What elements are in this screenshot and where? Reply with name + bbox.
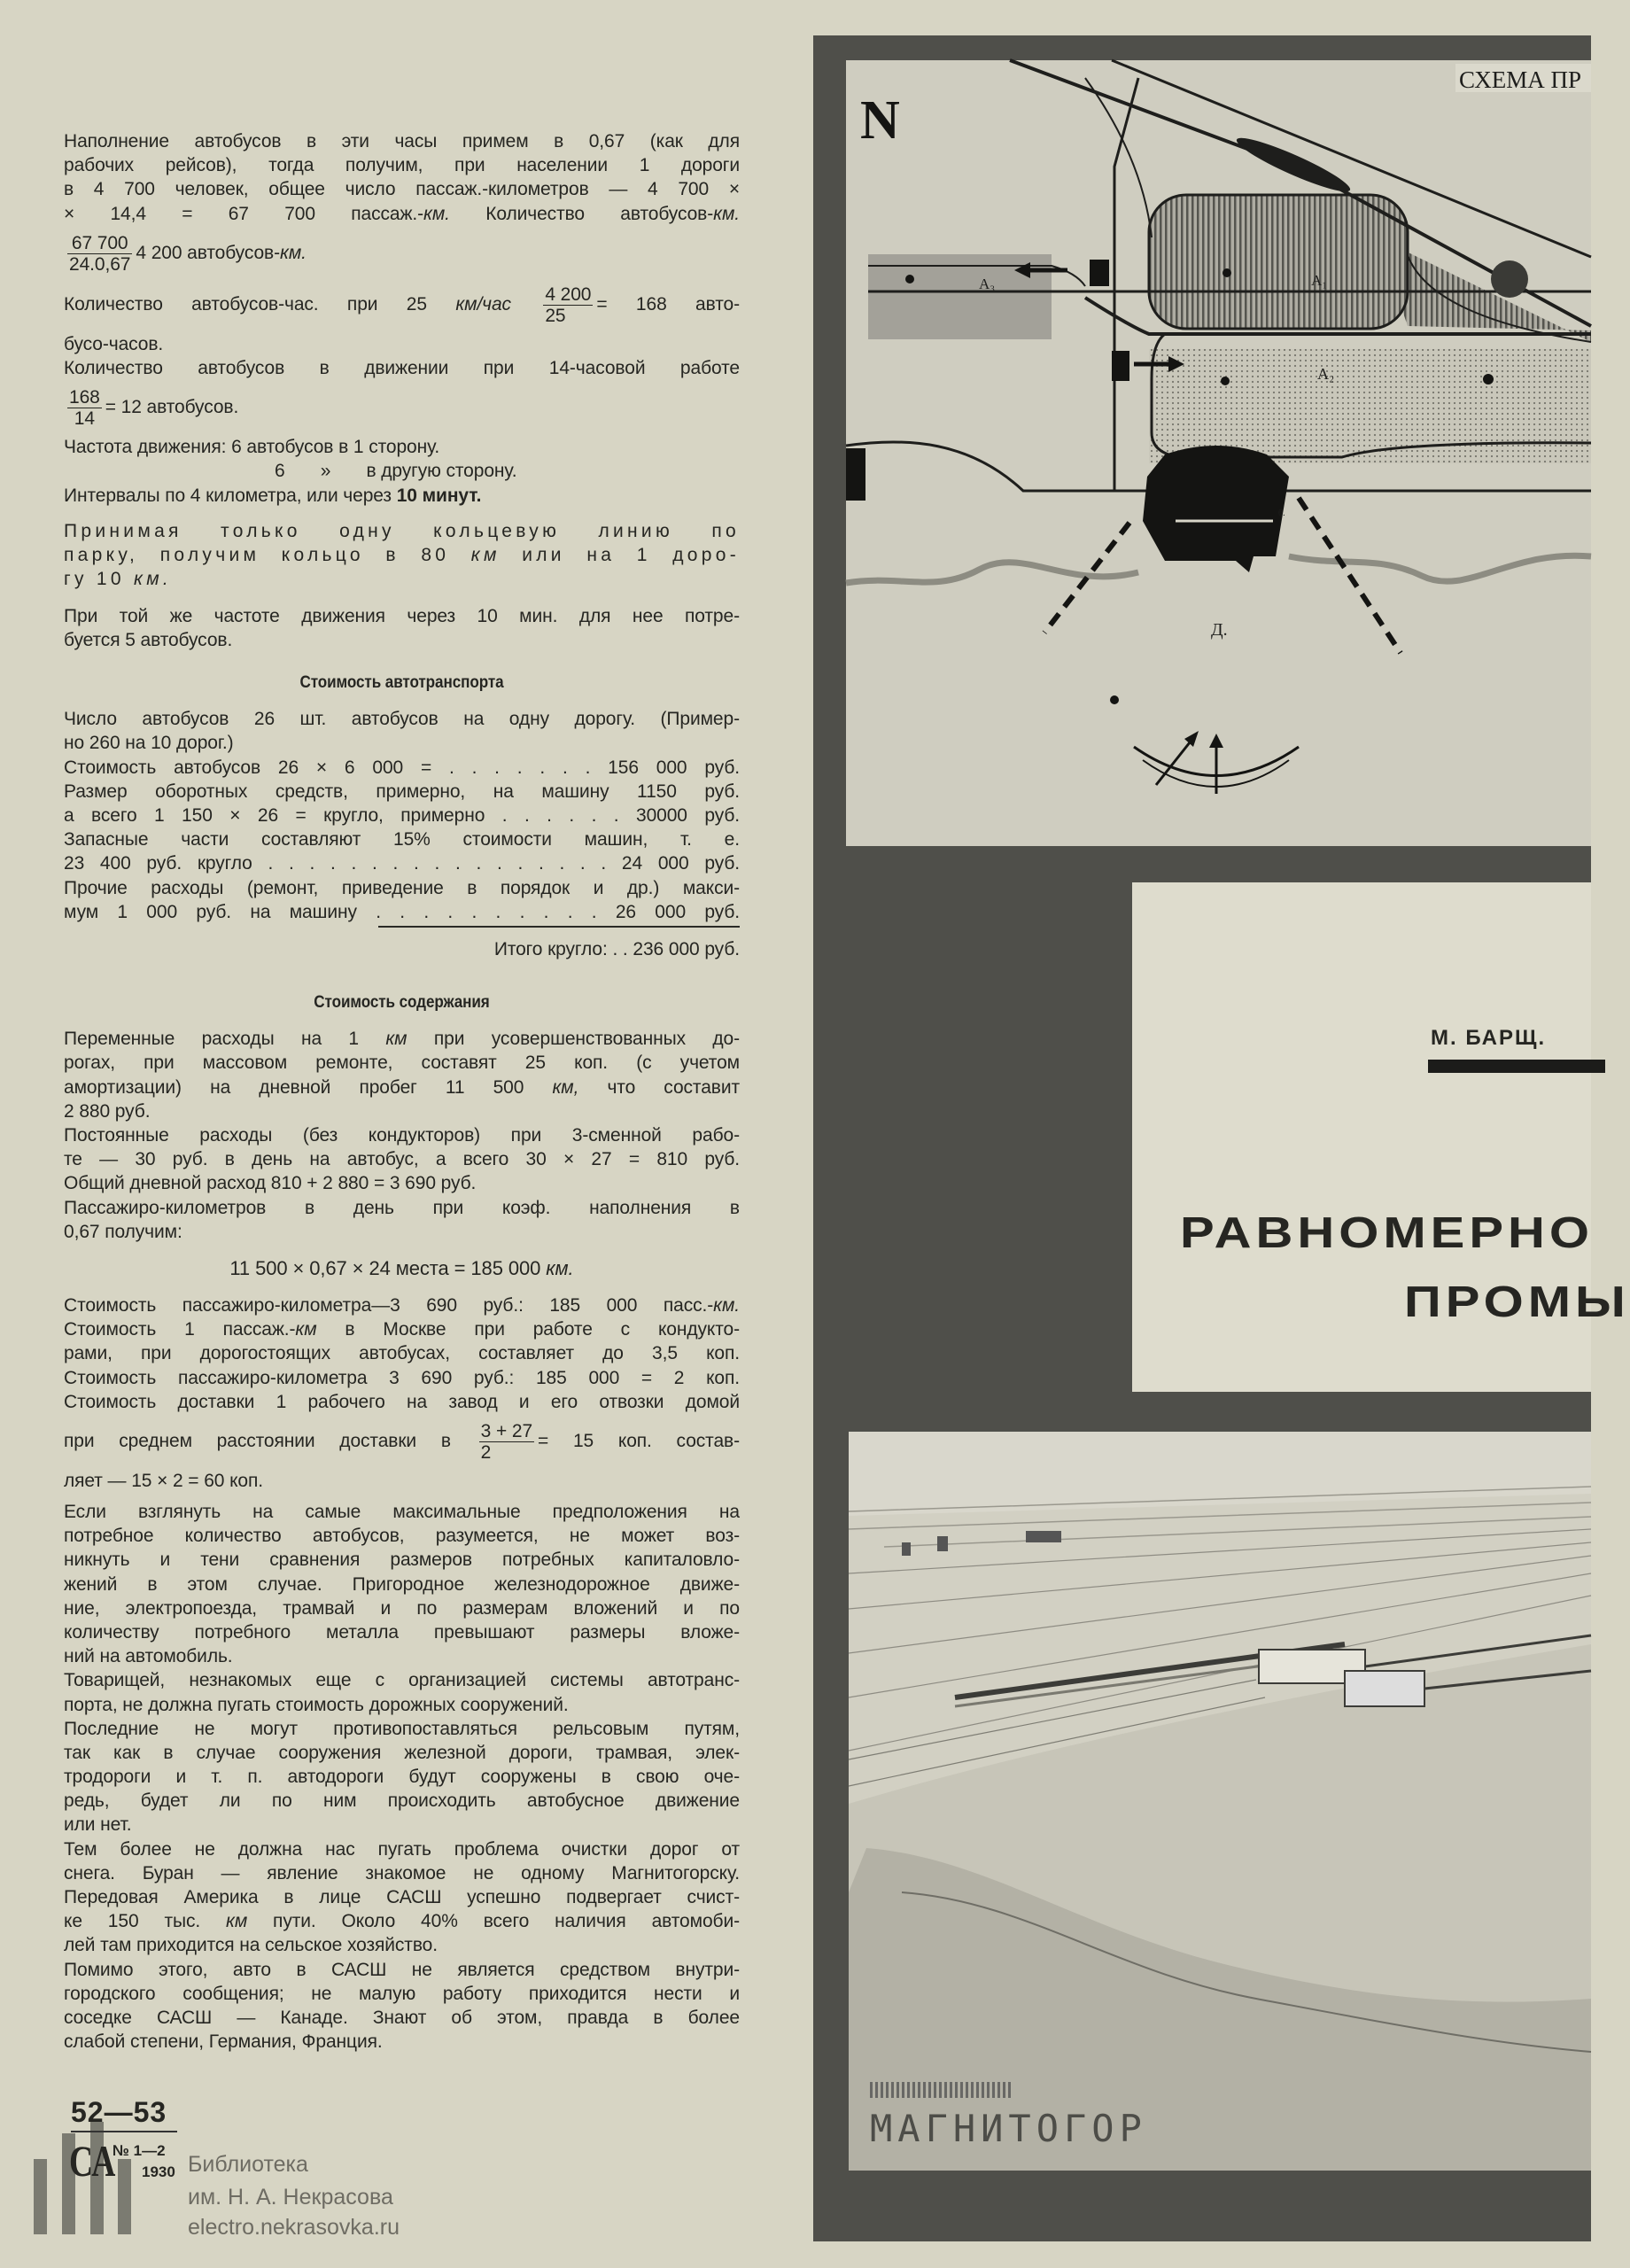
site-scheme-map bbox=[846, 60, 1591, 846]
text-run: = 12 автобусов. bbox=[105, 397, 239, 418]
text-run: Количество автобусов-час. при 25 bbox=[64, 293, 456, 315]
text-run: что составит bbox=[578, 1076, 740, 1098]
drawing-caption: МАГНИТОГОР bbox=[870, 2107, 1147, 2150]
fraction-numerator: 3 + 27 bbox=[480, 1420, 533, 1441]
text-line bbox=[64, 1317, 740, 1341]
text-line: Запасные части составляют 15% стоимости машин, т. е. bbox=[64, 829, 740, 850]
article-author: М. БАРЩ. bbox=[1431, 1026, 1547, 1050]
text-run bbox=[511, 294, 539, 315]
text-line: но 260 на 10 дорог.) bbox=[64, 733, 234, 754]
unit-text: км bbox=[470, 545, 501, 566]
paragraph bbox=[64, 1717, 740, 1837]
text-section bbox=[64, 990, 740, 1493]
article-title-line-2: ПРОМЫ bbox=[1404, 1277, 1630, 1327]
text-line bbox=[64, 484, 740, 508]
text-line: Наполнение автобусов в эти часы примем в 0,67 (как для bbox=[64, 131, 740, 151]
text-line: редь, будет ли по ним происходить автобусное движение bbox=[64, 1790, 740, 1812]
author-underline bbox=[1428, 1060, 1605, 1073]
arrow-up-icon bbox=[1209, 734, 1223, 748]
text-line: Товарищей, незнакомых еще с организацией системы автотранс- bbox=[64, 1670, 740, 1691]
label-a1: А₁ bbox=[1311, 272, 1328, 289]
text-line: 6 » в другую сторону. bbox=[275, 461, 517, 482]
text-line: буется 5 автобусов. bbox=[64, 629, 233, 650]
text-line: жений в этом случае. Пригородное железнодорожное движе- bbox=[64, 1573, 740, 1595]
text-line: рабочих рейсов), тогда получим, при населении 1 дороги bbox=[64, 155, 740, 176]
text-line: ний на автомобиль. bbox=[64, 1646, 233, 1667]
text-line: бусо-часов. bbox=[64, 333, 164, 354]
paragraph bbox=[64, 756, 740, 924]
issue-year: 1930 bbox=[142, 2163, 175, 2180]
text-line bbox=[64, 1418, 740, 1465]
label-a2: А₂ bbox=[1317, 365, 1335, 383]
section-heading bbox=[64, 990, 740, 1014]
text-line bbox=[64, 1027, 740, 1051]
text-line: лей там приходится на сельское хозяйство. bbox=[64, 1935, 438, 1956]
caption-scribble bbox=[870, 2082, 1012, 2098]
text-line bbox=[64, 1256, 740, 1280]
label-d: Д. bbox=[1211, 620, 1228, 640]
station-blob bbox=[1233, 130, 1354, 198]
text-run: Интервалы по 4 километра, или через bbox=[64, 485, 397, 506]
text-line: Тем более не должна нас пугать проблема очистки дорог от bbox=[64, 1838, 740, 1860]
text-line: никнуть и тени сравнения размеров потребных капиталовло- bbox=[64, 1550, 740, 1571]
text-line: рогах, при массовом ремонте, составят 25 коп. (с учетом bbox=[64, 1052, 740, 1074]
unit-text: км. bbox=[423, 203, 450, 224]
text-section bbox=[64, 519, 740, 652]
text-line: Общий дневной расход 810 + 2 880 = 3 690 руб. bbox=[64, 1173, 477, 1194]
text-line: Постоянные расходы (без кондукторов) при 3-сменной рабо- bbox=[64, 1124, 740, 1146]
unit-text: км. bbox=[713, 203, 740, 224]
watermark-line-2: им. Н. А. Некрасова bbox=[188, 2185, 393, 2210]
footer-rule bbox=[71, 2131, 177, 2132]
text-section bbox=[64, 129, 740, 508]
text-line: а всего 1 150 × 26 = кругло, примерно . . . . . . 30000 руб. bbox=[64, 804, 740, 826]
unit-text: км/час bbox=[455, 293, 511, 315]
river bbox=[1289, 555, 1591, 581]
text-run: в Москве при работе с кондукто- bbox=[316, 1319, 740, 1340]
text-line: Стоимость пассажиро-километра 3 690 руб.: 185 000 = 2 коп. bbox=[64, 1367, 740, 1388]
text-line: При той же частоте движения через 10 мин. для нее потре- bbox=[64, 605, 740, 626]
paragraph bbox=[64, 1256, 740, 1280]
fraction bbox=[67, 387, 102, 429]
paragraph bbox=[64, 1027, 740, 1123]
text-line: ние, электропоезда, трамвай и по размерам вложений и по bbox=[64, 1597, 740, 1619]
unit-text: км. bbox=[280, 242, 307, 263]
text-run: при среднем расстоянии доставки в bbox=[64, 1431, 476, 1451]
text-line: мум 1 000 руб. на машину . . . . . . . . . . 26 000 руб. bbox=[64, 901, 740, 922]
text-run: амортизации) на дневной пробег 11 500 bbox=[64, 1076, 553, 1098]
text-run: парку, получим кольцо в 80 bbox=[64, 545, 471, 566]
article-title-box bbox=[1132, 882, 1630, 1392]
text-line: Итого кругло: . . 236 000 руб. bbox=[493, 938, 740, 959]
paragraph bbox=[64, 1196, 740, 1244]
text-run: или на 1 доро- bbox=[500, 545, 740, 566]
text-line: Прочие расходы (ремонт, приведение в порядок и др.) макси- bbox=[64, 877, 740, 898]
text-run: при усовершенствованных до- bbox=[407, 1029, 740, 1050]
text-line: Принимая только одну кольцевую линию по bbox=[64, 521, 740, 541]
unit-text: км bbox=[295, 1319, 317, 1340]
text-line bbox=[64, 543, 740, 567]
text-line: городского сообщения; не малую работу приходится нести и bbox=[64, 1983, 740, 2004]
unit-text: км. bbox=[546, 1256, 574, 1279]
library-logo-bar bbox=[34, 2159, 47, 2234]
text-line bbox=[64, 384, 740, 431]
text-line: тродороги и т. п. автодороги будут сооружены в свою оче- bbox=[64, 1767, 740, 1788]
journal-mark: СА bbox=[69, 2136, 116, 2186]
fraction-numerator: 67 700 bbox=[71, 232, 128, 253]
unit-text: км. bbox=[713, 1295, 740, 1317]
text-run: Переменные расходы на 1 bbox=[64, 1029, 386, 1050]
text-line: Частота движения: 6 автобусов в 1 сторону. bbox=[64, 437, 440, 458]
text-run: 11 500 × 0,67 × 24 места = 185 000 bbox=[229, 1256, 547, 1279]
paragraph bbox=[64, 1293, 740, 1493]
text-line bbox=[64, 1909, 740, 1933]
text-line: потребное количество автобусов, разумеется, не может воз- bbox=[64, 1526, 740, 1547]
text-line: соседке САСШ — Канаде. Знают об этом, правда в более bbox=[64, 2007, 740, 2028]
text-line: Пассажиро-километров в день при коэф. наполнения в bbox=[64, 1197, 740, 1218]
text-line: Стоимость содержания bbox=[314, 993, 490, 1012]
library-logo-bar bbox=[118, 2159, 131, 2234]
zone-a1 bbox=[1149, 195, 1408, 329]
watermark-link[interactable]: electro.nekrasovka.ru bbox=[188, 2215, 400, 2240]
paragraph bbox=[64, 459, 740, 483]
text-section bbox=[64, 671, 740, 961]
text-line: снега. Буран — явление знакомое не одному Магнитогорску. bbox=[64, 1862, 740, 1884]
paragraph bbox=[64, 519, 740, 592]
label-a3: А₃ bbox=[979, 276, 996, 292]
fraction-denominator: 25 bbox=[543, 305, 593, 326]
text-line: Число автобусов 26 шт. автобусов на одну дорогу. (Пример- bbox=[64, 709, 740, 730]
text-line: ляет — 15 × 2 = 60 коп. bbox=[64, 1471, 263, 1491]
fraction-denominator: 2 bbox=[479, 1441, 534, 1463]
hatched-wedge bbox=[1378, 237, 1591, 342]
text-line: Размер оборотных средств, примерно, на машину 1150 руб. bbox=[64, 781, 740, 802]
section-heading bbox=[64, 671, 740, 695]
text-run: Стоимость 1 пассаж.- bbox=[64, 1319, 296, 1340]
text-line bbox=[64, 281, 740, 329]
text-run: Количество автобусов- bbox=[449, 203, 714, 224]
total-line bbox=[378, 926, 740, 961]
text-line: слабой степени, Германия, Франция. bbox=[64, 2031, 383, 2053]
text-line: или нет. bbox=[64, 1814, 132, 1836]
fraction-denominator: 14 bbox=[67, 408, 102, 429]
text-line: рами, при дорогостоящих автобусах, составляет до 3,5 коп. bbox=[64, 1343, 740, 1364]
unit-text: км bbox=[226, 1911, 248, 1932]
text-run: пути. Около 40% всего наличия автомоби- bbox=[247, 1911, 740, 1932]
paragraph bbox=[64, 356, 740, 431]
text-run: 4 200 автобусов- bbox=[136, 242, 280, 263]
text-line: Помимо этого, авто в САСШ не является средством внутри- bbox=[64, 1959, 740, 1980]
map-title: СХЕМА ПР bbox=[1459, 66, 1582, 93]
fraction bbox=[67, 233, 132, 275]
text-section bbox=[64, 1500, 740, 2054]
paragraph bbox=[64, 1123, 740, 1196]
paragraph bbox=[64, 435, 740, 459]
text-line: количеству потребного металла превышают размеры вложе- bbox=[64, 1621, 740, 1643]
perspective-sketch bbox=[849, 1432, 1591, 2171]
paragraph bbox=[64, 129, 740, 277]
paragraph bbox=[64, 1668, 740, 1716]
aerial-perspective-drawing bbox=[849, 1432, 1591, 2171]
page-numbers: 52—53 bbox=[71, 2096, 167, 2128]
text-line: Стоимость автобусов 26 × 6 000 = . . . . . . . 156 000 руб. bbox=[64, 757, 740, 778]
text-line: Передовая Америка в лице САСШ успешно подвергает счист- bbox=[64, 1887, 740, 1907]
text-line: Количество автобусов в движении при 14-часовой работе bbox=[64, 357, 740, 378]
text-line bbox=[64, 229, 740, 277]
fraction bbox=[479, 1421, 534, 1463]
text-line: Стоимость доставки 1 рабочего на завод и его отвозки домой bbox=[64, 1391, 740, 1412]
watermark-line-1: Библиотека bbox=[188, 2152, 308, 2177]
text-line: 23 400 руб. кругло . . . . . . . . . . . . . . . . . 24 000 руб. bbox=[64, 853, 740, 874]
label-b: б. bbox=[1278, 509, 1285, 518]
fraction-denominator: 24.0,67 bbox=[69, 253, 131, 275]
fraction-numerator: 168 bbox=[69, 387, 100, 408]
text-line bbox=[64, 202, 740, 226]
bold-text: 10 минут. bbox=[396, 485, 482, 506]
text-line: 0,67 получим: bbox=[64, 1221, 182, 1242]
text-line: так как в случае сооружения железной дороги, трамвая, элек- bbox=[64, 1742, 740, 1763]
paragraph bbox=[64, 1958, 740, 2054]
paragraph bbox=[64, 1500, 740, 1668]
article-title-line-1: РАВНОМЕРНО bbox=[1180, 1208, 1595, 1258]
paragraph bbox=[64, 484, 740, 508]
fraction bbox=[543, 284, 593, 326]
north-label: N bbox=[860, 90, 900, 151]
text-line: те — 30 руб. в день на автобус, а всего 30 × 27 = 810 руб. bbox=[64, 1149, 740, 1170]
scheme-drawing bbox=[846, 60, 1591, 846]
dashed-route bbox=[1299, 498, 1401, 653]
unit-text: км bbox=[385, 1029, 408, 1050]
fraction-numerator: 4 200 bbox=[545, 284, 592, 305]
text-line: в 4 700 человек, общее число пассаж.-километров — 4 700 × bbox=[64, 179, 740, 200]
text-line bbox=[64, 1076, 740, 1099]
issue-number: № 1—2 bbox=[113, 2142, 166, 2159]
text-line: Стоимость автотранспорта bbox=[299, 673, 504, 692]
road-vertical bbox=[1114, 78, 1138, 491]
paragraph bbox=[64, 604, 740, 652]
text-line: Если взглянуть на самые максимальные предположения на bbox=[64, 1502, 740, 1522]
text-run: ке 150 тыс. bbox=[64, 1911, 227, 1932]
paragraph bbox=[64, 281, 740, 356]
plant-block bbox=[1143, 446, 1289, 572]
text-line bbox=[64, 567, 740, 591]
text-run: × 14,4 = 67 700 пассаж.- bbox=[64, 203, 424, 224]
text-line: порта, не должна пугать стоимость дорожных сооружений. bbox=[64, 1694, 569, 1715]
text-line: Последние не могут противопоставляться рельсовым путям, bbox=[64, 1718, 740, 1739]
text-line bbox=[64, 1293, 740, 1317]
paragraph bbox=[64, 1837, 740, 1958]
text-run: гу 10 bbox=[64, 569, 134, 590]
text-run: Стоимость пассажиро-километра—3 690 руб.: 185 000 пасс.- bbox=[64, 1295, 714, 1317]
text-line: 2 880 руб. bbox=[64, 1100, 151, 1122]
unit-text: км, bbox=[552, 1076, 579, 1098]
paragraph bbox=[64, 707, 740, 755]
unit-text: км. bbox=[134, 569, 173, 590]
text-run: = 168 авто- bbox=[596, 293, 740, 315]
text-run: = 15 коп. состав- bbox=[538, 1431, 740, 1451]
